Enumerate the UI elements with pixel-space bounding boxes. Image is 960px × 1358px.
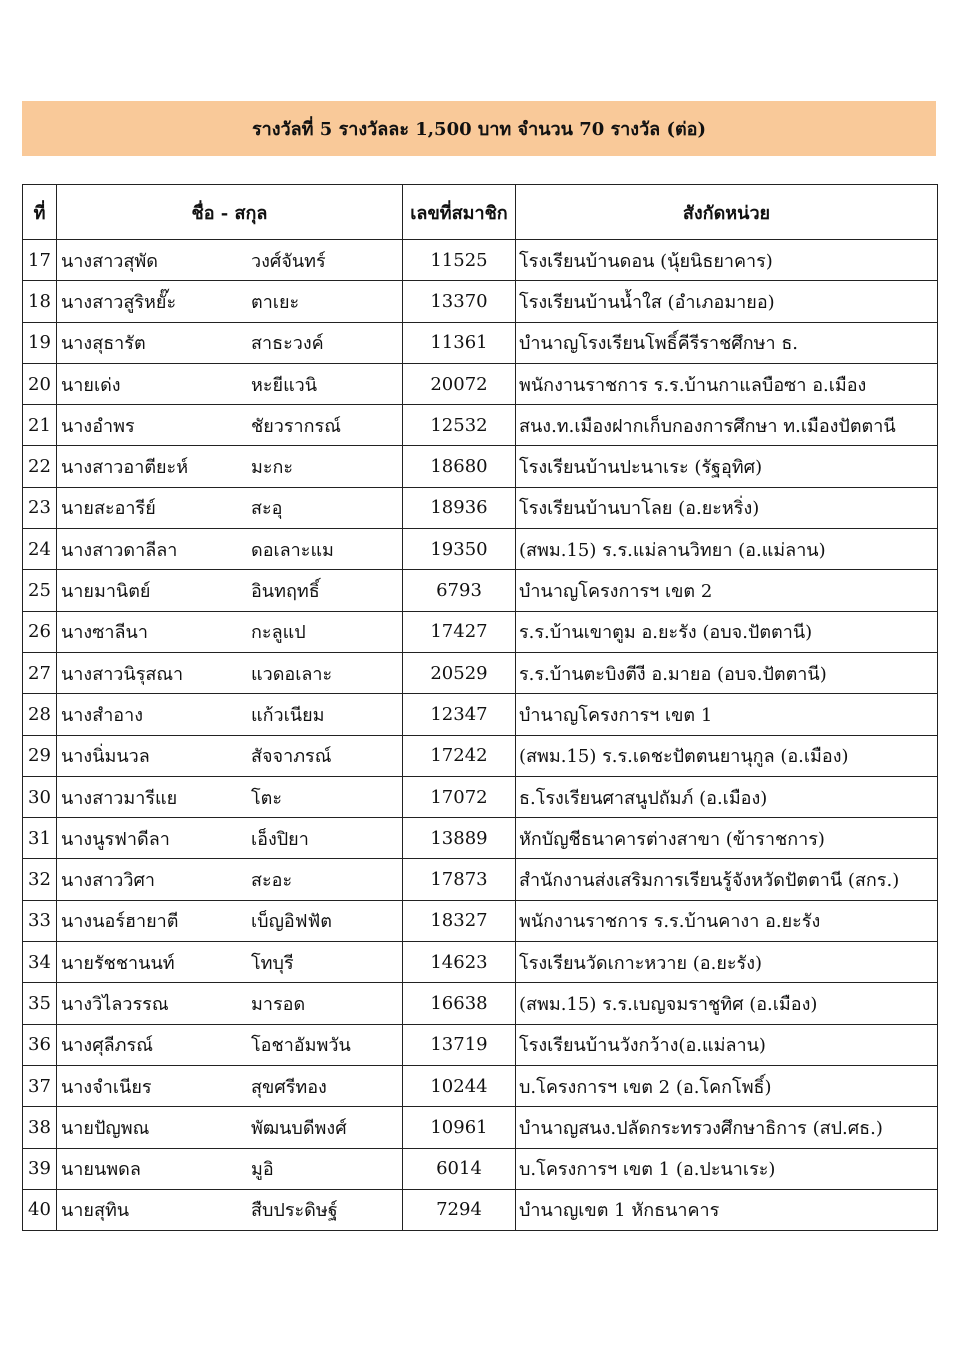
unit-name: โรงเรียนบ้านบาโลย (อ.ยะหริ่ง) <box>516 487 938 528</box>
row-name <box>57 405 403 446</box>
unit-name: ธ.โรงเรียนศาสนูปถัมภ์ (อ.เมือง) <box>516 776 938 817</box>
member-number: 7294 <box>403 1189 516 1230</box>
row-number: 28 <box>23 694 57 735</box>
table-row <box>23 900 938 941</box>
row-number: 35 <box>23 983 57 1024</box>
header-name: ชื่อ - สกุล <box>57 185 403 240</box>
unit-name: บำนาญโครงการฯ เขต 1 <box>516 694 938 735</box>
first-name: นางสาวอาตียะห์ <box>61 457 189 479</box>
unit-name: โรงเรียนบ้านน้ำใส (อำเภอมายอ) <box>516 281 938 322</box>
first-name: นางสุธารัต <box>61 333 146 355</box>
row-name <box>57 652 403 693</box>
row-name <box>57 1148 403 1189</box>
unit-name: โรงเรียนบ้านปะนาเระ (รัฐอุทิศ) <box>516 446 938 487</box>
row-number: 23 <box>23 487 57 528</box>
member-number: 20529 <box>403 652 516 693</box>
member-number: 18936 <box>403 487 516 528</box>
row-number: 22 <box>23 446 57 487</box>
last-name: มูอิ <box>251 1159 274 1181</box>
unit-name: (สพม.15) ร.ร.เดชะปัตตนยานุกูล (อ.เมือง) <box>516 735 938 776</box>
row-number: 31 <box>23 818 57 859</box>
unit-name: โรงเรียนวัดเกาะหวาย (อ.ยะรัง) <box>516 942 938 983</box>
row-name <box>57 1024 403 1065</box>
first-name: นางอำพร <box>61 415 135 437</box>
last-name: สัจจาภรณ์ <box>251 746 332 768</box>
first-name: นางสำอาง <box>61 704 144 726</box>
row-number: 21 <box>23 405 57 446</box>
first-name: นายรัชชานนท์ <box>61 952 175 974</box>
first-name: นายนพดล <box>61 1159 141 1181</box>
member-number: 17242 <box>403 735 516 776</box>
unit-name: ร.ร.บ้านเขาตูม อ.ยะรัง (อบจ.ปัตตานี) <box>516 611 938 652</box>
first-name: นายเด่ง <box>61 374 121 396</box>
row-number: 20 <box>23 363 57 404</box>
table-row <box>23 363 938 404</box>
table-row <box>23 281 938 322</box>
row-name <box>57 735 403 776</box>
row-name <box>57 818 403 859</box>
unit-name: พนักงานราชการ ร.ร.บ้านคางา อ.ยะรัง <box>516 900 938 941</box>
table-row <box>23 735 938 776</box>
row-number: 39 <box>23 1148 57 1189</box>
row-number: 24 <box>23 529 57 570</box>
row-number: 36 <box>23 1024 57 1065</box>
unit-name: โรงเรียนบ้านดอน (นุ้ยนิธยาคาร) <box>516 240 938 281</box>
last-name: สะอุ <box>251 498 283 520</box>
row-name <box>57 1107 403 1148</box>
last-name: อินทฤทธิ์ <box>251 581 320 603</box>
unit-name: บ.โครงการฯ เขต 2 (อ.โคกโพธิ์) <box>516 1065 938 1106</box>
row-name <box>57 446 403 487</box>
row-number: 29 <box>23 735 57 776</box>
row-name <box>57 1189 403 1230</box>
row-name <box>57 694 403 735</box>
unit-name: พนักงานราชการ ร.ร.บ้านกาแลบือซา อ.เมือง <box>516 363 938 404</box>
unit-name: โรงเรียนบ้านวังกว้าง(อ.แม่ลาน) <box>516 1024 938 1065</box>
row-number: 17 <box>23 240 57 281</box>
first-name: นางสาวสุพัด <box>61 250 158 272</box>
row-number: 33 <box>23 900 57 941</box>
last-name: โทบุรี <box>251 952 294 974</box>
first-name: นางจำเนียร <box>61 1076 152 1098</box>
table-row <box>23 1107 938 1148</box>
table-row <box>23 446 938 487</box>
first-name: นายปัญพณ <box>61 1117 150 1139</box>
row-number: 34 <box>23 942 57 983</box>
row-name <box>57 776 403 817</box>
last-name: หะยีแวนิ <box>251 374 318 396</box>
row-number: 32 <box>23 859 57 900</box>
row-name <box>57 322 403 363</box>
table-row <box>23 652 938 693</box>
unit-name: บำนาญเขต 1 หักธนาคาร <box>516 1189 938 1230</box>
last-name: โตะ <box>251 787 283 809</box>
row-name <box>57 859 403 900</box>
first-name: นางซาลีนา <box>61 622 148 644</box>
table-row <box>23 322 938 363</box>
unit-name: บำนาญโรงเรียนโพธิ์คีรีราชศึกษา ธ. <box>516 322 938 363</box>
first-name: นายมานิตย์ <box>61 581 151 603</box>
last-name: ตาเยะ <box>251 291 300 313</box>
unit-name: สนง.ท.เมืองฝากเก็บกองการศึกษา ท.เมืองปัตตานี <box>516 405 938 446</box>
member-number: 10244 <box>403 1065 516 1106</box>
unit-name: (สพม.15) ร.ร.แม่ลานวิทยา (อ.แม่ลาน) <box>516 529 938 570</box>
table-header-row <box>23 185 938 240</box>
last-name: วงศ์จันทร์ <box>251 250 326 272</box>
last-name: โอชาอัมพวัน <box>251 1035 351 1057</box>
member-number: 19350 <box>403 529 516 570</box>
member-number: 6793 <box>403 570 516 611</box>
row-number: 25 <box>23 570 57 611</box>
last-name: สืบประดิษฐ์ <box>251 1200 338 1222</box>
member-number: 13719 <box>403 1024 516 1065</box>
row-name <box>57 1065 403 1106</box>
unit-name: บำนาญสนง.ปลัดกระทรวงศึกษาธิการ (สป.ศธ.) <box>516 1107 938 1148</box>
last-name: เอ็งปิยา <box>251 828 309 850</box>
first-name: นางนูรฟาดีลา <box>61 828 170 850</box>
member-number: 18327 <box>403 900 516 941</box>
member-number: 16638 <box>403 983 516 1024</box>
last-name: มารอด <box>251 993 306 1015</box>
unit-name: บำนาญโครงการฯ เขต 2 <box>516 570 938 611</box>
row-name <box>57 363 403 404</box>
table-row <box>23 1065 938 1106</box>
row-name <box>57 487 403 528</box>
last-name: พัฒนบดีพงศ์ <box>251 1117 347 1139</box>
row-name <box>57 240 403 281</box>
row-number: 27 <box>23 652 57 693</box>
row-number: 26 <box>23 611 57 652</box>
row-name <box>57 570 403 611</box>
member-number: 14623 <box>403 942 516 983</box>
row-name <box>57 942 403 983</box>
first-name: นายสะอารีย์ <box>61 498 156 520</box>
award-banner: รางวัลที่ 5 รางวัลละ 1,500 บาท จำนวน 70 รางวัล (ต่อ) <box>22 101 936 156</box>
first-name: นางสาววิศา <box>61 870 156 892</box>
member-number: 6014 <box>403 1148 516 1189</box>
first-name: นางสาวมารีแย <box>61 787 178 809</box>
unit-name: (สพม.15) ร.ร.เบญจมราชูทิศ (อ.เมือง) <box>516 983 938 1024</box>
last-name: สุขศรีทอง <box>251 1076 327 1098</box>
member-number: 11361 <box>403 322 516 363</box>
row-number: 38 <box>23 1107 57 1148</box>
table-row <box>23 694 938 735</box>
unit-name: ร.ร.บ้านตะบิงตีงี อ.มายอ (อบจ.ปัตตานี) <box>516 652 938 693</box>
table-row <box>23 1189 938 1230</box>
unit-name: สำนักงานส่งเสริมการเรียนรู้จังหวัดปัตตานี (สกร.) <box>516 859 938 900</box>
member-number: 13889 <box>403 818 516 859</box>
table-row <box>23 240 938 281</box>
first-name: นางสาวดาลีลา <box>61 539 178 561</box>
table-row <box>23 405 938 446</box>
table-row <box>23 529 938 570</box>
last-name: แวดอเลาะ <box>251 663 333 685</box>
row-number: 37 <box>23 1065 57 1106</box>
row-name <box>57 611 403 652</box>
unit-name: บ.โครงการฯ เขต 1 (อ.ปะนาเระ) <box>516 1148 938 1189</box>
header-no: ที่ <box>23 185 57 240</box>
first-name: นางสาวนิรุสณา <box>61 663 184 685</box>
first-name: นางนิ่มนวล <box>61 746 150 768</box>
last-name: เบ็ญอิฟฟัต <box>251 911 332 933</box>
header-unit: สังกัดหน่วย <box>516 185 938 240</box>
member-number: 20072 <box>403 363 516 404</box>
row-number: 19 <box>23 322 57 363</box>
last-name: สาธะวงค์ <box>251 333 324 355</box>
table-row <box>23 611 938 652</box>
row-number: 40 <box>23 1189 57 1230</box>
first-name: นายสุทิน <box>61 1200 130 1222</box>
table-row <box>23 1024 938 1065</box>
table-row <box>23 983 938 1024</box>
member-number: 18680 <box>403 446 516 487</box>
last-name: ดอเลาะแม <box>251 539 334 561</box>
member-number: 17072 <box>403 776 516 817</box>
first-name: นางศุลีภรณ์ <box>61 1035 153 1057</box>
member-number: 11525 <box>403 240 516 281</box>
last-name: ชัยวรากรณ์ <box>251 415 341 437</box>
row-name <box>57 281 403 322</box>
row-number: 18 <box>23 281 57 322</box>
last-name: แก้วเนียม <box>251 704 325 726</box>
last-name: กะลูแป <box>251 622 306 644</box>
last-name: สะอะ <box>251 870 293 892</box>
table-row <box>23 1148 938 1189</box>
row-name <box>57 983 403 1024</box>
member-number: 13370 <box>403 281 516 322</box>
member-table <box>22 184 938 1231</box>
row-name <box>57 529 403 570</box>
member-number: 10961 <box>403 1107 516 1148</box>
header-member: เลขที่สมาชิก <box>403 185 516 240</box>
table-row <box>23 487 938 528</box>
last-name: มะกะ <box>251 457 294 479</box>
table-row <box>23 818 938 859</box>
table-row <box>23 776 938 817</box>
member-number: 12532 <box>403 405 516 446</box>
unit-name: หักบัญชีธนาคารต่างสาขา (ข้าราชการ) <box>516 818 938 859</box>
first-name: นางนอร์ฮายาตี <box>61 911 179 933</box>
member-number: 17873 <box>403 859 516 900</box>
table-row <box>23 859 938 900</box>
member-number: 17427 <box>403 611 516 652</box>
member-number: 12347 <box>403 694 516 735</box>
row-name <box>57 900 403 941</box>
first-name: นางสาวสูริหยั๊ะ <box>61 291 177 313</box>
table-row <box>23 942 938 983</box>
first-name: นางวิไลวรรณ <box>61 993 169 1015</box>
row-number: 30 <box>23 776 57 817</box>
table-row <box>23 570 938 611</box>
